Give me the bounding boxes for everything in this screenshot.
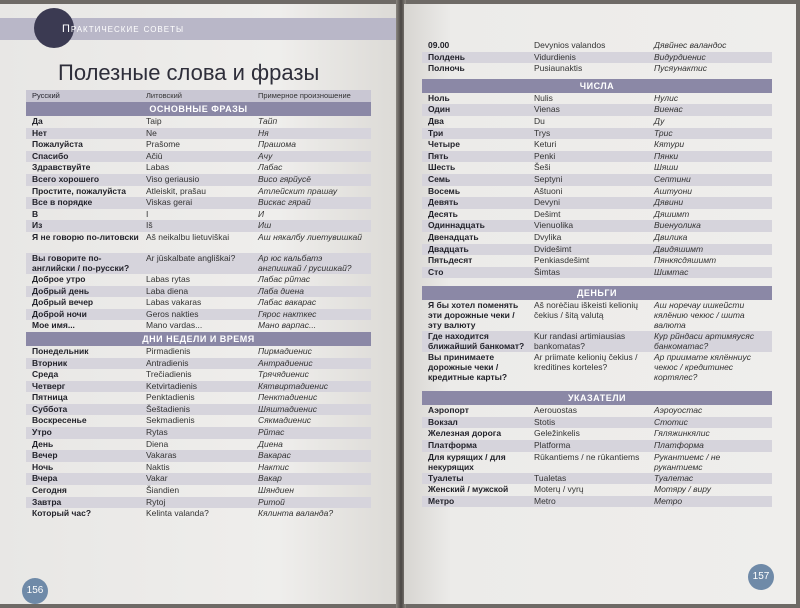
spacer [422, 278, 772, 286]
russian-text: Я бы хотел поменять эти дорожные чеки / эту валюту [428, 300, 519, 331]
russian-text: Три [428, 127, 444, 138]
russian-text: Суббота [32, 403, 68, 414]
pronunciation-text: Вакар [258, 473, 282, 484]
table-row [26, 253, 371, 274]
russian-text: Воскресенье [32, 415, 87, 426]
table-row [26, 197, 371, 209]
pronunciation-text: Двилика [654, 231, 688, 242]
lithuanian-text: Ne [146, 127, 157, 138]
pronunciation-text: Шяштадиенис [258, 403, 317, 414]
pronunciation-text: Пянкясдяшимт [654, 255, 717, 266]
lithuanian-text: Labas rytas [146, 273, 190, 284]
lithuanian-text: Aš norėčiau iškeisti kelionių čekius / šitą valutą [534, 300, 638, 321]
russian-text: Платформа [428, 440, 477, 451]
russian-text: Полдень [428, 51, 465, 62]
russian-text: Женский / мужской [428, 484, 509, 495]
pronunciation-text: Тайп [258, 116, 278, 126]
lithuanian-text: Mano vardas... [146, 320, 203, 331]
pronunciation-text: Пирмадиенис [258, 345, 312, 356]
lithuanian-text: Prašome [146, 139, 181, 150]
pronunciation-text: Иш [258, 220, 272, 231]
pronunciation-text: Шяши [654, 162, 679, 173]
pronunciation-text: Шимтас [654, 266, 689, 277]
lithuanian-text: Pusiaunaktis [534, 63, 583, 74]
russian-text: Сегодня [32, 485, 67, 496]
pronunciation-text: Виенас [654, 104, 683, 115]
lithuanian-text: Iš [146, 220, 153, 231]
pronunciation-text: Мано варпас... [258, 320, 317, 331]
lithuanian-text: Nulis [534, 92, 553, 103]
pronunciation-text: Нактис [258, 461, 290, 472]
pronunciation-text: Гяляжинкялис [654, 428, 710, 439]
pronunciation-text: Пенктадиенис [258, 392, 318, 403]
lithuanian-text: Rytas [146, 427, 168, 438]
pronunciation-text: Дяшимт [654, 208, 690, 219]
pronunciation-text: Ду [654, 115, 665, 126]
table-row [422, 128, 772, 140]
russian-text: Пожалуйста [32, 139, 83, 150]
pronunciation-text: Висо гярйусё [258, 173, 311, 184]
lithuanian-text: Du [534, 115, 545, 126]
lithuanian-text: Keturi [534, 139, 557, 150]
table-row [422, 440, 772, 452]
russian-text: Полночь [428, 63, 465, 74]
russian-text: Добрый вечер [32, 297, 94, 308]
russian-text: Двенадцать [428, 231, 479, 242]
lithuanian-text: Stotis [534, 416, 556, 427]
table-row [26, 497, 371, 509]
section-header: Практические советы [62, 23, 185, 35]
russian-text: Добрый день [32, 285, 90, 296]
russian-text: Железная дорога [428, 428, 502, 439]
table-row [422, 52, 772, 64]
table-row [26, 220, 371, 232]
table-row [26, 346, 371, 358]
section-heading: ДЕНЬГИ [422, 286, 772, 300]
table-row [422, 267, 772, 279]
lithuanian-text: Dvylika [534, 231, 562, 242]
table-row [26, 274, 371, 286]
table-row [26, 128, 371, 140]
pronunciation-text: Трис [654, 127, 673, 138]
russian-text: Десять [428, 208, 458, 219]
table-row [26, 209, 371, 221]
table-row [422, 255, 772, 267]
lithuanian-text: Šiandien [146, 485, 180, 496]
lithuanian-text: Ar jūskalbate angliškai? [146, 252, 236, 263]
col-lithuanian: Литовский [146, 91, 182, 100]
pronunciation-text: Кятури [654, 139, 685, 150]
section-heading: ЧИСЛА [422, 79, 772, 93]
table-row [422, 220, 772, 232]
table-row [422, 331, 772, 352]
russian-text: Понедельник [32, 345, 89, 356]
table-row [26, 427, 371, 439]
lithuanian-text: Šimtas [534, 266, 560, 277]
lithuanian-text: Platforma [534, 440, 571, 451]
russian-text: Всего хорошего [32, 173, 100, 184]
russian-text: Вы принимаете дорожные чеки / кредитные карты? [428, 352, 508, 383]
pronunciation-text: Пянки [654, 150, 679, 161]
lithuanian-text: Ketvirtadienis [146, 380, 198, 391]
lithuanian-text: Labas vakaras [146, 297, 202, 308]
pronunciation-text: Ачу [258, 150, 273, 161]
phrase-table-left [26, 90, 371, 520]
russian-text: 09.00 [428, 40, 450, 50]
lithuanian-text: Diena [146, 438, 169, 449]
lithuanian-text: Metro [534, 495, 556, 506]
russian-text: Восемь [428, 185, 461, 196]
lithuanian-text: Septyni [534, 173, 563, 184]
lithuanian-text: Rūkantiems / ne rūkantiems [534, 451, 640, 462]
russian-text: Четыре [428, 139, 460, 150]
russian-text: Четверг [32, 380, 66, 391]
table-row [26, 381, 371, 393]
russian-text: Да [32, 116, 43, 126]
right-page [404, 4, 796, 604]
lithuanian-text: Vidurdienis [534, 51, 576, 62]
lithuanian-text: Šeši [534, 162, 551, 173]
russian-text: Один [428, 104, 451, 115]
table-row [422, 417, 772, 429]
phrase-table-right [422, 40, 772, 507]
section-heading: ДНИ НЕДЕЛИ И ВРЕМЯ [26, 332, 371, 346]
lithuanian-text: Penktadienis [146, 392, 195, 403]
russian-text: Вечер [32, 450, 58, 461]
russian-text: Вокзал [428, 416, 458, 427]
table-row [422, 452, 772, 473]
table-row [26, 174, 371, 186]
pronunciation-text: Аш някалбу лиетувишкай [258, 231, 362, 242]
lithuanian-text: Šeštadienis [146, 403, 190, 414]
russian-text: Из [32, 220, 43, 231]
russian-text: Два [428, 115, 444, 126]
lithuanian-text: Ačiū [146, 150, 163, 161]
russian-text: Сто [428, 266, 444, 277]
table-row [26, 232, 371, 253]
russian-text: Доброй ночи [32, 308, 87, 319]
pronunciation-text: Нулис [654, 92, 679, 103]
lithuanian-text: Taip [146, 116, 162, 126]
table-row [26, 297, 371, 309]
pronunciation-text: Ар юс кальбатэ ангпишкай / русишкай? [258, 252, 352, 273]
lithuanian-text: Rytoj [146, 496, 166, 507]
pronunciation-text: Дявини [654, 197, 684, 208]
pronunciation-text: Ня [258, 127, 269, 138]
russian-text: Шесть [428, 162, 456, 173]
pronunciation-text: Аэроуостас [654, 405, 703, 416]
table-row [26, 358, 371, 370]
russian-text: В [32, 208, 39, 219]
table-row [422, 244, 772, 256]
table-row [422, 162, 772, 174]
pronunciation-text: Аштуони [654, 185, 693, 196]
lithuanian-text: Vakar [146, 473, 168, 484]
table-row [26, 450, 371, 462]
lithuanian-text: Labas [146, 162, 170, 173]
russian-text: Где находится ближайший банкомат? [428, 331, 525, 352]
lithuanian-text: Tualetas [534, 472, 567, 483]
table-row [422, 151, 772, 163]
pronunciation-text: Дявйнес валандос [654, 40, 727, 50]
lithuanian-text: Devyni [534, 197, 560, 208]
pronunciation-text: Стотис [654, 416, 688, 427]
pronunciation-text: Шяндиен [258, 485, 294, 496]
pronunciation-text: Мотяру / виру [654, 484, 711, 495]
col-russian: Русский [32, 91, 60, 100]
table-row [422, 116, 772, 128]
pronunciation-text: Платформа [654, 440, 704, 451]
table-row [26, 320, 371, 332]
russian-text: Который час? [32, 508, 92, 519]
pronunciation-text: Кятвиртадиенис [258, 380, 329, 391]
russian-text: Вчера [32, 473, 58, 484]
pronunciation-text: Виенуолика [654, 220, 701, 231]
russian-text: Мое имя... [32, 320, 75, 331]
pronunciation-text: Вискас гярай [258, 197, 311, 208]
russian-text: Двадцать [428, 243, 469, 254]
lithuanian-text: Antradienis [146, 357, 189, 368]
page-number: 156 [22, 578, 48, 604]
lithuanian-text: Kelinta valanda? [146, 508, 209, 519]
lithuanian-text: Aštuoni [534, 185, 563, 196]
russian-text: Одиннадцать [428, 220, 485, 231]
table-row [26, 186, 371, 198]
russian-text: Девять [428, 197, 459, 208]
pronunciation-text: Видурдиенис [654, 51, 706, 62]
russian-text: Вторник [32, 357, 68, 368]
table-row [422, 186, 772, 198]
table-row [422, 40, 772, 52]
russian-text: Простите, пожалуйста [32, 185, 127, 196]
russian-text: Вы говорите по-английски / по-русски? [32, 252, 130, 273]
table-row [422, 139, 772, 151]
russian-text: Спасибо [32, 150, 69, 161]
russian-text: Здравствуйте [32, 162, 91, 173]
russian-text: Для курящих / для некурящих [428, 451, 506, 472]
lithuanian-text: Dešimt [534, 208, 561, 219]
lithuanian-text: Trys [534, 127, 551, 138]
table-row [422, 197, 772, 209]
russian-text: Пятьдесят [428, 255, 473, 266]
pronunciation-text: Сякмадиенис [258, 415, 312, 426]
table-row [422, 484, 772, 496]
table-row [26, 116, 371, 128]
table-row [26, 369, 371, 381]
pronunciation-text: Кялинта валанда? [258, 508, 334, 519]
lithuanian-text: Pirmadienis [146, 345, 191, 356]
lithuanian-text: Penkiasdešimt [534, 255, 590, 266]
lithuanian-text: Sekmadienis [146, 415, 195, 426]
lithuanian-text: Geros nakties [146, 308, 199, 319]
col-pronunciation: Примерное произношение [258, 91, 351, 100]
lithuanian-text: Kur randasi artimiausias bankomatas? [534, 331, 626, 352]
table-row [26, 162, 371, 174]
table-row [422, 93, 772, 105]
lithuanian-text: Trečiadienis [146, 369, 192, 380]
lithuanian-text: Devynios valandos [534, 40, 606, 50]
pronunciation-text: Пусяунактис [654, 63, 708, 74]
table-row [422, 104, 772, 116]
table-row [422, 209, 772, 221]
table-row [422, 428, 772, 440]
pronunciation-text: Ар приимате кялённиус чекюс / кредитинес кортялес? [654, 352, 751, 383]
pronunciation-text: Двидяшимт [654, 243, 704, 254]
pronunciation-text: Лабас вакарас [258, 297, 317, 308]
pronunciation-text: Рйтас [258, 427, 285, 438]
pronunciation-text: Вакарас [258, 450, 291, 461]
russian-text: Доброе утро [32, 273, 86, 284]
table-row [26, 286, 371, 298]
lithuanian-text: Aš neikalbu lietuviškai [146, 231, 230, 242]
russian-text: Среда [32, 369, 59, 380]
column-headers [26, 90, 371, 102]
page-title: Полезные слова и фразы [58, 60, 320, 85]
table-row [26, 462, 371, 474]
lithuanian-text: Vienuolika [534, 220, 574, 231]
russian-text: Метро [428, 495, 455, 506]
lithuanian-text: Geležinkelis [534, 428, 580, 439]
table-row [26, 415, 371, 427]
table-row [26, 309, 371, 321]
lithuanian-text: Naktis [146, 461, 170, 472]
russian-text: Аэропорт [428, 405, 469, 416]
table-row [422, 63, 772, 75]
table-row [26, 485, 371, 497]
russian-text: Ноль [428, 92, 450, 103]
russian-text: Я не говорю по-литовски [32, 231, 139, 242]
table-row [26, 473, 371, 485]
lithuanian-text: Atleiskit, prašau [146, 185, 206, 196]
russian-text: Туалеты [428, 472, 464, 483]
table-row [26, 404, 371, 416]
russian-text: День [32, 438, 54, 449]
table-row [26, 392, 371, 404]
lithuanian-text: Vakaras [146, 450, 177, 461]
pronunciation-text: Метро [654, 495, 683, 506]
table-row [26, 508, 371, 520]
table-row [422, 473, 772, 485]
russian-text: Нет [32, 127, 47, 138]
pronunciation-text: Трячядиенис [258, 369, 309, 380]
russian-text: Утро [32, 427, 52, 438]
russian-text: Семь [428, 173, 451, 184]
pronunciation-text: Ритой [258, 496, 285, 507]
pronunciation-text: Кур рйндаси артимяусяс банкоматас? [654, 331, 755, 352]
left-page [0, 4, 398, 604]
pronunciation-text: Аш норечау ишкейсти кялёнию чекюс / шита валюта [654, 300, 745, 331]
russian-text: Пять [428, 150, 449, 161]
pronunciation-text: Септини [654, 173, 691, 184]
lithuanian-text: Viskas gerai [146, 197, 193, 208]
table-row [422, 405, 772, 417]
lithuanian-text: Dvidešimt [534, 243, 572, 254]
pronunciation-text: Атлейскит прашау [258, 185, 338, 196]
section-heading: ОСНОВНЫЕ ФРАЗЫ [26, 102, 371, 116]
table-row [422, 174, 772, 186]
table-row [422, 232, 772, 244]
lithuanian-text: Aerouostas [534, 405, 577, 416]
pronunciation-text: Прашома [258, 139, 296, 150]
page-number: 157 [748, 564, 774, 590]
lithuanian-text: Moterų / vyrų [534, 484, 584, 495]
lithuanian-text: Penki [534, 150, 556, 161]
table-row [26, 151, 371, 163]
table-row [26, 139, 371, 151]
russian-text: Ночь [32, 461, 54, 472]
pronunciation-text: Рукантиемс / не рукантиемс [654, 451, 721, 472]
table-row [26, 439, 371, 451]
table-row [422, 496, 772, 508]
russian-text: Пятница [32, 392, 68, 403]
pronunciation-text: Антрадиенис [258, 357, 313, 368]
lithuanian-text: Ar priimate kelionių čekius / kreditines korteles? [534, 352, 638, 373]
russian-text: Завтра [32, 496, 62, 507]
pronunciation-text: Туалетас [654, 472, 694, 483]
pronunciation-text: Диена [258, 438, 283, 449]
table-row [422, 352, 772, 383]
lithuanian-text: Vienas [534, 104, 560, 115]
lithuanian-text: Laba diena [146, 285, 189, 296]
spacer [422, 383, 772, 391]
pronunciation-text: Лабас рйтас [258, 273, 311, 284]
section-heading: УКАЗАТЕЛИ [422, 391, 772, 405]
pronunciation-text: Гярос накткес [258, 308, 317, 319]
pronunciation-text: И [258, 208, 265, 219]
lithuanian-text: I [146, 208, 149, 219]
pronunciation-text: Лаба диена [258, 285, 304, 296]
lithuanian-text: Viso geriausio [146, 173, 200, 184]
russian-text: Все в порядке [32, 197, 93, 208]
table-row [422, 300, 772, 331]
pronunciation-text: Лабас [258, 162, 283, 173]
